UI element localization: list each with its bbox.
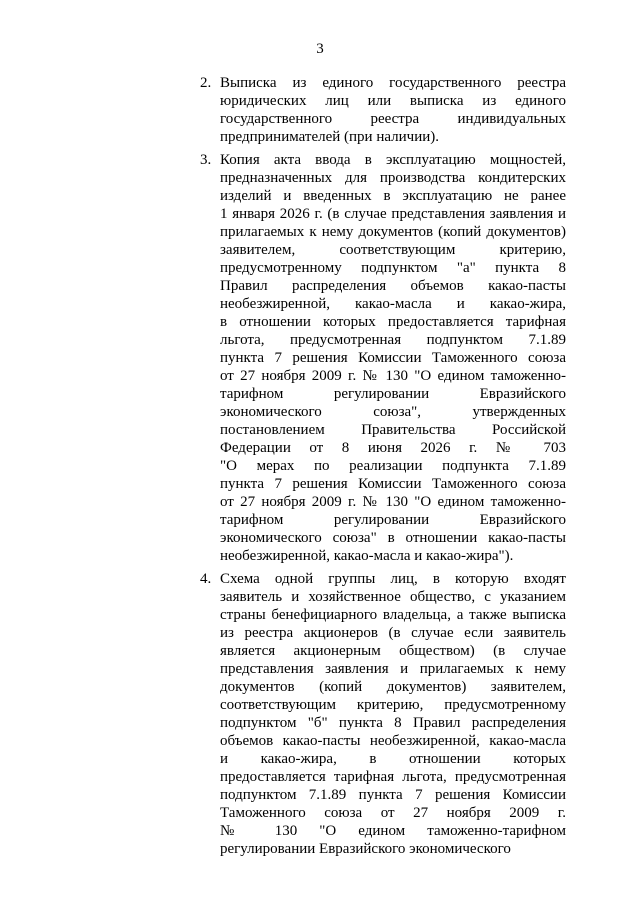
text-line: из реестра акционеров (в случае если заявитель <box>220 625 566 641</box>
text-line: пункта 7 решения Комиссии Таможенного союза <box>220 476 566 492</box>
text-line: представления заявления и прилагаемых к нему <box>220 661 566 677</box>
text-line: постановлением Правительства Российской <box>220 422 566 438</box>
text-line: 1 января 2026 г. (в случае представления заявления и <box>220 206 566 222</box>
text-line: предусмотренному подпунктом "а" пункта 8 <box>220 260 566 276</box>
list-item <box>200 151 566 565</box>
list-item-text <box>220 570 566 858</box>
text-line: и какао-жира, в отношении которых <box>220 751 566 767</box>
list-item <box>200 570 566 858</box>
numbered-list <box>200 74 566 863</box>
text-line: Копия акта ввода в эксплуатацию мощностей, <box>220 152 566 168</box>
text-line: необезжиренной, какао-масла и какао-жира, <box>220 296 566 312</box>
text-line: юридических лиц или выписка из единого <box>220 93 566 109</box>
text-line: Федерации от 8 июня 2026 г. № 703 <box>220 440 566 456</box>
list-item-text <box>220 74 566 146</box>
list-item-text <box>220 151 566 565</box>
text-line: в отношении которых предоставляется тарифная <box>220 314 566 330</box>
text-line: государственного реестра индивидуальных <box>220 111 566 127</box>
list-item <box>200 74 566 146</box>
text-line: № 130 "О едином таможенно-тарифном <box>220 823 566 839</box>
text-line: документов (копий документов) заявителем, <box>220 679 566 695</box>
text-line: страны бенефициарного владельца, а также выписка <box>220 607 566 623</box>
text-line: регулировании Евразийского экономического <box>220 841 511 857</box>
text-line: льгота, предусмотренная подпунктом 7.1.89 <box>220 332 566 348</box>
text-line: подпунктом 7.1.89 пункта 7 решения Комиссии <box>220 787 566 803</box>
list-item-number: 3. <box>200 152 212 168</box>
text-line: Правил распределения объемов какао-пасты <box>220 278 566 294</box>
text-line: Таможенного союза от 27 ноября 2009 г. <box>220 805 566 821</box>
text-line: подпунктом "б" пункта 8 Правил распределения <box>220 715 566 731</box>
text-line: объемов какао-пасты необезжиренной, какао-масла <box>220 733 566 749</box>
page-number: 3 <box>316 41 324 57</box>
text-line: от 27 ноября 2009 г. № 130 "О едином таможенно- <box>220 494 566 510</box>
text-line: предоставляется тарифная льгота, предусмотренная <box>220 769 566 785</box>
list-item-number: 4. <box>200 571 212 587</box>
text-line: экономического союза" в отношении какао-пасты <box>220 530 566 546</box>
text-line: необезжиренной, какао-масла и какао-жира"). <box>220 548 514 564</box>
text-line: Схема одной группы лиц, в которую входят <box>220 571 566 587</box>
text-line: является акционерным обществом) (в случае <box>220 643 566 659</box>
text-line: пункта 7 решения Комиссии Таможенного союза <box>220 350 566 366</box>
text-line: "О мерах по реализации подпункта 7.1.89 <box>220 458 566 474</box>
text-line: экономического союза", утвержденных <box>220 404 566 420</box>
text-line: тарифном регулировании Евразийского <box>220 386 566 402</box>
list-item-number: 2. <box>200 75 212 91</box>
text-line: заявителем, соответствующим критерию, <box>220 242 566 258</box>
text-line: предназначенных для производства кондитерских <box>220 170 566 186</box>
text-line: тарифном регулировании Евразийского <box>220 512 566 528</box>
text-line: соответствующим критерию, предусмотренному <box>220 697 566 713</box>
text-line: от 27 ноября 2009 г. № 130 "О едином таможенно- <box>220 368 566 384</box>
text-line: изделий и введенных в эксплуатацию не ранее <box>220 188 566 204</box>
text-line: заявитель и хозяйственное общество, с указанием <box>220 589 566 605</box>
text-line: предпринимателей (при наличии). <box>220 129 439 145</box>
text-line: Выписка из единого государственного реестра <box>220 75 566 91</box>
text-line: прилагаемых к нему документов (копий документов) <box>220 224 566 240</box>
